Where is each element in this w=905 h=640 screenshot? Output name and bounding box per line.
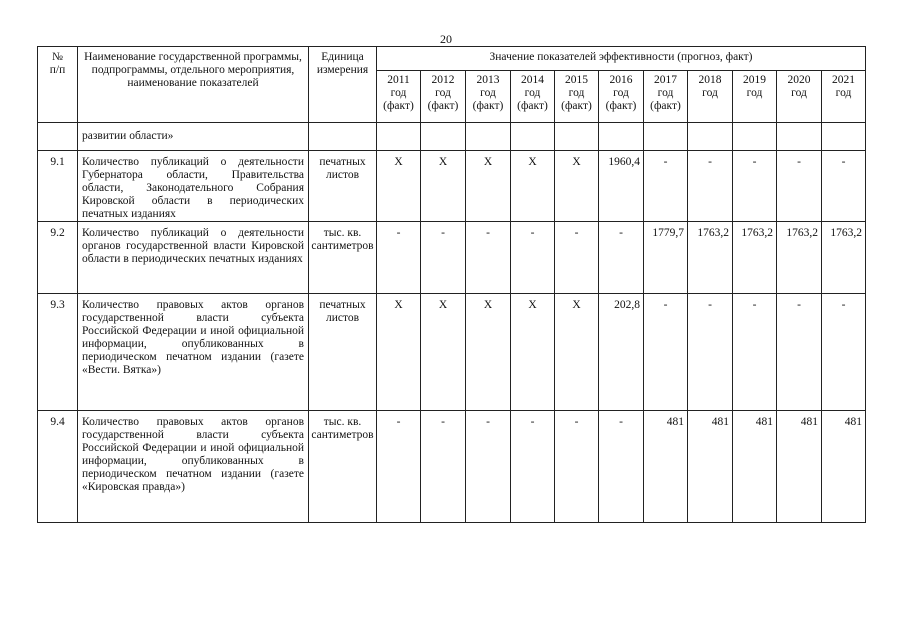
table-row bbox=[38, 222, 866, 294]
value-2015: - bbox=[555, 411, 599, 523]
header-num-label: № п/п bbox=[49, 51, 66, 76]
header-year-kind: год bbox=[480, 87, 496, 99]
value-2016: - bbox=[599, 222, 644, 294]
value-2021: 481 bbox=[822, 411, 866, 523]
header-year-note: (факт) bbox=[517, 100, 548, 112]
value-2011: X bbox=[377, 294, 421, 411]
header-year-year: 2021 bbox=[832, 74, 855, 86]
indicator-name: Количество правовых актов органов государственной власти субъекта Российской Федерации и иной официальной информации, опубликованных в периодическом печатном издании (газете «Вести. Вятка») bbox=[78, 294, 309, 411]
row-number: 9.2 bbox=[38, 222, 78, 294]
table-row bbox=[38, 411, 866, 523]
value-2011: - bbox=[377, 411, 421, 523]
value-2018: 481 bbox=[688, 411, 733, 523]
unit-of-measure: тыс. кв. сантиметров bbox=[309, 222, 377, 294]
value-2017: 1779,7 bbox=[644, 222, 688, 294]
value-2017: - bbox=[644, 294, 688, 411]
value-2013: X bbox=[466, 294, 511, 411]
page-number: 20 bbox=[440, 32, 452, 46]
header-year-kind: год bbox=[568, 87, 585, 99]
unit-of-measure: печатных листов bbox=[309, 294, 377, 411]
header-year-note: (факт) bbox=[472, 100, 504, 112]
value-2014: X bbox=[511, 294, 555, 411]
header-year-2020 bbox=[777, 71, 822, 123]
value-2012: X bbox=[421, 294, 466, 411]
header-year-kind: год bbox=[791, 87, 807, 99]
header-year-year: 2018 bbox=[698, 74, 722, 86]
header-year-2018 bbox=[688, 71, 733, 123]
row-number: 9.4 bbox=[38, 411, 78, 523]
value-2019: - bbox=[733, 151, 777, 222]
table-row bbox=[38, 294, 866, 411]
cell-empty bbox=[38, 123, 78, 151]
value-2012: X bbox=[421, 151, 466, 222]
header-year-year: 2015 bbox=[565, 74, 588, 86]
value-2013: - bbox=[466, 411, 511, 523]
value-2020: 481 bbox=[777, 411, 822, 523]
value-2020: 1763,2 bbox=[777, 222, 822, 294]
value-2019: 481 bbox=[733, 411, 777, 523]
header-year-note: (факт) bbox=[427, 100, 459, 112]
value-2021: 1763,2 bbox=[822, 222, 866, 294]
header-year-kind: год bbox=[524, 87, 541, 99]
value-2019: 1763,2 bbox=[733, 222, 777, 294]
value-2014: - bbox=[511, 411, 555, 523]
value-2021: - bbox=[822, 294, 866, 411]
unit-of-measure: тыс. кв. сантиметров bbox=[309, 411, 377, 523]
header-year-2016 bbox=[599, 71, 644, 123]
header-year-kind: год bbox=[613, 87, 629, 99]
value-2016: 1960,4 bbox=[599, 151, 644, 222]
header-year-kind: год bbox=[746, 87, 763, 99]
value-2018: 1763,2 bbox=[688, 222, 733, 294]
indicators-table bbox=[37, 46, 866, 523]
header-year-note: (факт) bbox=[383, 100, 414, 112]
header-year-note: (факт) bbox=[650, 100, 681, 112]
value-2018: - bbox=[688, 294, 733, 411]
table-row bbox=[38, 151, 866, 222]
table-body bbox=[38, 123, 866, 523]
value-2018: - bbox=[688, 151, 733, 222]
value-2011: X bbox=[377, 151, 421, 222]
header-name-label: Наименование государственной программы, подпрограммы, отдельного мероприятия, наименование показателей bbox=[84, 51, 302, 89]
header-year-note: (факт) bbox=[605, 100, 637, 112]
header-year-year: 2016 bbox=[609, 74, 633, 86]
header-num bbox=[38, 47, 78, 123]
value-2012: - bbox=[421, 222, 466, 294]
value-2013: X bbox=[466, 151, 511, 222]
header-year-2013 bbox=[466, 71, 511, 123]
continuation-text: развитии области» bbox=[78, 123, 309, 151]
header-year-2012 bbox=[421, 71, 466, 123]
indicator-name: Количество публикаций о деятельности Губернатора области, Правительства области, Законодательного Собрания Кировской области в периодических печатных изданиях bbox=[78, 151, 309, 222]
value-2019: - bbox=[733, 294, 777, 411]
header-year-kind: год bbox=[390, 87, 407, 99]
header-year-2011 bbox=[377, 71, 421, 123]
value-2020: - bbox=[777, 294, 822, 411]
indicator-name: Количество публикаций о деятельности органов государственной власти Кировской области в периодических печатных изданиях bbox=[78, 222, 309, 294]
row-number: 9.1 bbox=[38, 151, 78, 222]
value-2017: 481 bbox=[644, 411, 688, 523]
row-number: 9.3 bbox=[38, 294, 78, 411]
header-year-kind: год bbox=[835, 87, 852, 99]
header-year-year: 2019 bbox=[743, 74, 766, 86]
header-year-2014 bbox=[511, 71, 555, 123]
value-2020: - bbox=[777, 151, 822, 222]
value-2015: X bbox=[555, 294, 599, 411]
header-year-kind: год bbox=[657, 87, 674, 99]
unit-of-measure: печатных листов bbox=[309, 151, 377, 222]
header-year-2019 bbox=[733, 71, 777, 123]
header-year-year: 2020 bbox=[787, 74, 811, 86]
header-name bbox=[78, 47, 309, 123]
header-year-2017 bbox=[644, 71, 688, 123]
header-year-year: 2014 bbox=[521, 74, 544, 86]
header-year-year: 2011 bbox=[387, 74, 410, 86]
value-2021: - bbox=[822, 151, 866, 222]
header-year-kind: год bbox=[702, 87, 718, 99]
value-2016: - bbox=[599, 411, 644, 523]
header-year-year: 2013 bbox=[476, 74, 500, 86]
indicator-name: Количество правовых актов органов государственной власти субъекта Российской Федерации и иной официальной информации, опубликованных в периодическом печатном издании (газете «Кировская правда») bbox=[78, 411, 309, 523]
value-2011: - bbox=[377, 222, 421, 294]
value-2014: X bbox=[511, 151, 555, 222]
header-year-kind: год bbox=[435, 87, 451, 99]
header-year-year: 2017 bbox=[654, 74, 677, 86]
value-2015: - bbox=[555, 222, 599, 294]
header-unit bbox=[309, 47, 377, 123]
header-year-note: (факт) bbox=[561, 100, 592, 112]
cell-empty bbox=[309, 123, 377, 151]
value-2013: - bbox=[466, 222, 511, 294]
header-unit-label: Единица измерения bbox=[316, 51, 369, 76]
continuation-row bbox=[38, 123, 866, 151]
value-2016: 202,8 bbox=[599, 294, 644, 411]
header-year-year: 2012 bbox=[431, 74, 455, 86]
value-2015: X bbox=[555, 151, 599, 222]
header-values bbox=[377, 47, 866, 71]
header-year-2015 bbox=[555, 71, 599, 123]
value-2017: - bbox=[644, 151, 688, 222]
value-2012: - bbox=[421, 411, 466, 523]
header-values-label: Значение показателей эффективности (прогноз, факт) bbox=[489, 51, 753, 63]
header-year-2021 bbox=[822, 71, 866, 123]
value-2014: - bbox=[511, 222, 555, 294]
